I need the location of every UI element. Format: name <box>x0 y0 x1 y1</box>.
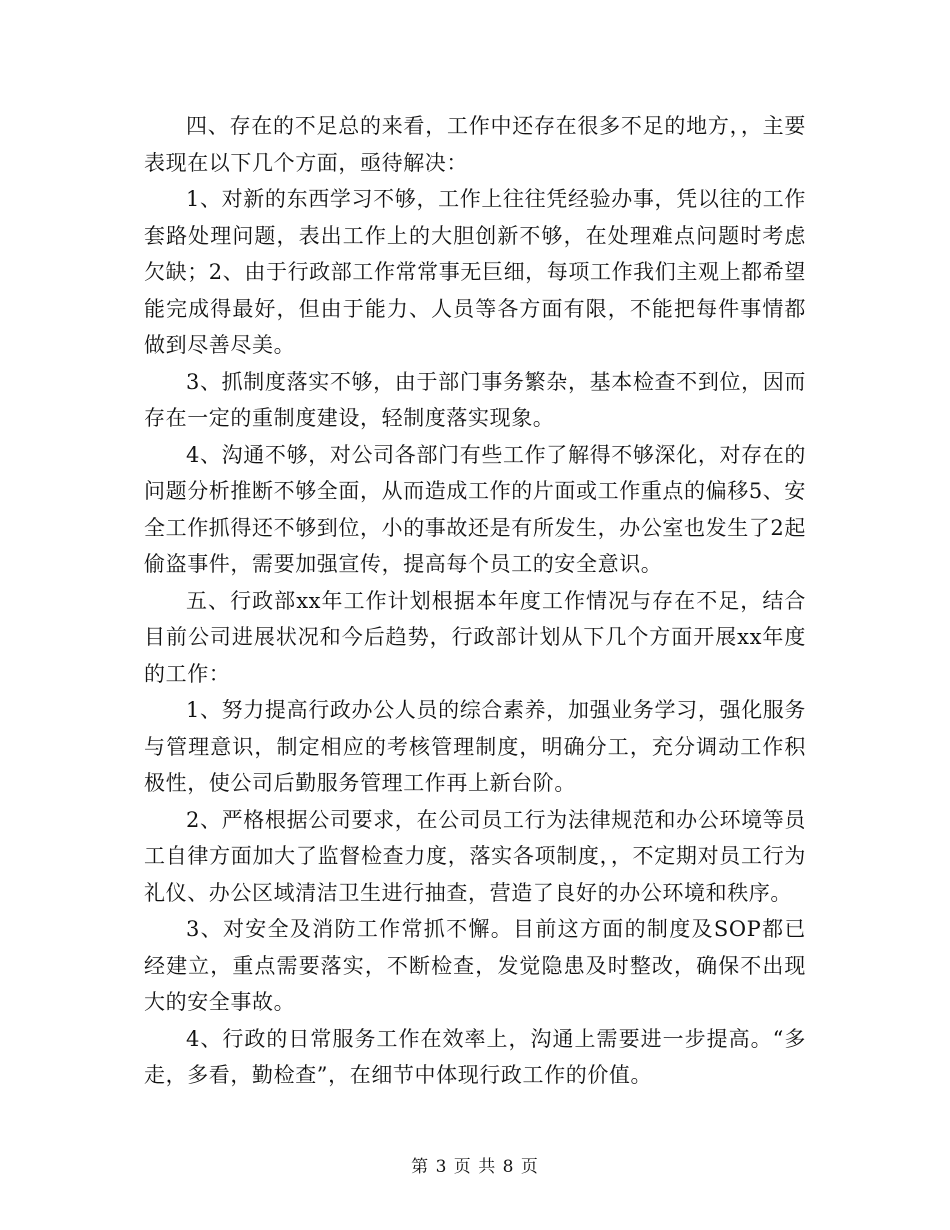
page-number-footer: 第 3 页 共 8 页 <box>411 1157 539 1177</box>
paragraph-item-3: 3、抓制度落实不够，由于部门事务繁杂，基本检查不到位，因而存在一定的重制度建设，轻制度落实现象。 <box>144 369 806 430</box>
paragraph-plan-item-1: 1、努力提高行政办公人员的综合素养，加强业务学习，强化服务与管理意识，制定相应的考核管理制度，明确分工，充分调动工作积极性，使公司后勤服务管理工作再上新台阶。 <box>144 698 806 795</box>
document-body <box>144 108 806 1094</box>
paragraph-plan-item-3: 3、对安全及消防工作常抓不懈。目前这方面的制度及SOP都已经建立，重点需要落实，不断检查，发觉隐患及时整改，确保不出现大的安全事故。 <box>144 917 806 1014</box>
paragraph-plan-item-4: 4、行政的日常服务工作在效率上，沟通上需要进一步提高。“多走，多看，勤检查”，在细节中体现行政工作的价值。 <box>144 1026 806 1087</box>
paragraph-plan-item-2: 2、严格根据公司要求，在公司员工行为法律规范和办公环境等员工自律方面加大了监督检查力度，落实各项制度，，不定期对员工行为礼仪、办公区域清洁卫生进行抽查，营造了良好的办公环境和秩序。 <box>144 807 806 905</box>
paragraph-section-five-heading: 五、行政部xx年工作计划根据本年度工作情况与存在不足，结合目前公司进展状况和今后趋势，行政部计划从下几个方面开展xx年度的工作： <box>144 588 806 686</box>
paragraph-item-1-2: 1、对新的东西学习不够，工作上往往凭经验办事，凭以往的工作套路处理问题，表出工作上的大胆创新不够，在处理难点问题时考虑欠缺；2、由于行政部工作常常事无巨细，每项工作我们主观上都希望能完成得最好，但由于能力、人员等各方面有限，不能把每件事情都做到尽善尽美。 <box>144 187 806 357</box>
paragraph-section-four-heading: 四、存在的不足总的来看，工作中还存在很多不足的地方，，主要表现在以下几个方面，亟待解决： <box>144 114 806 175</box>
paragraph-item-4-5: 4、沟通不够，对公司各部门有些工作了解得不够深化，对存在的问题分析推断不够全面，从而造成工作的片面或工作重点的偏移5、安全工作抓得还不够到位，小的事故还是有所发生，办公室也发生了2起偷盗事件，需要加强宣传，提高每个员工的安全意识。 <box>144 442 806 576</box>
